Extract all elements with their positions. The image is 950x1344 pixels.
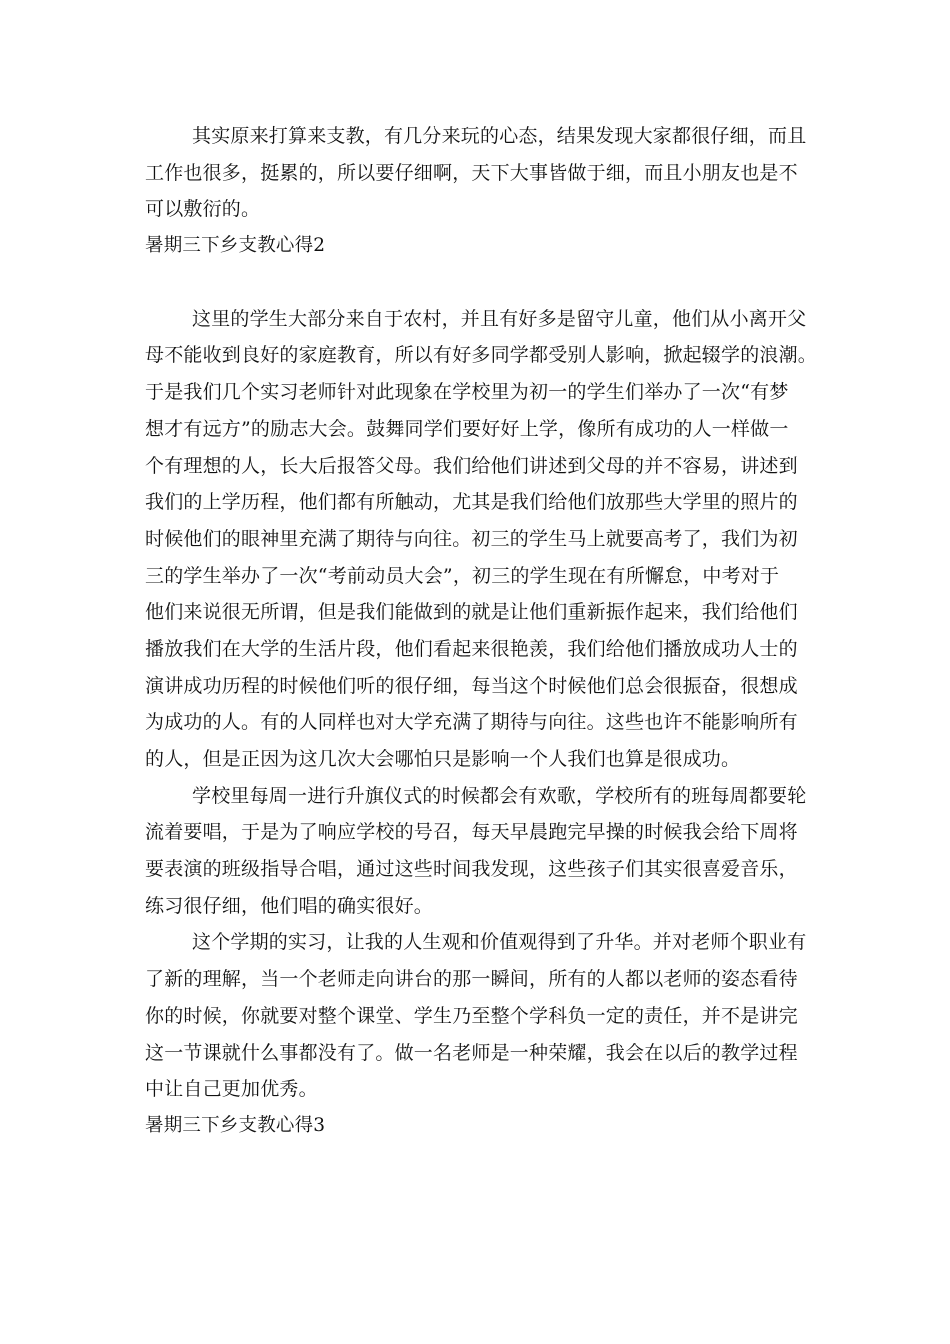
text-line: 的人，但是正因为这几次大会哪怕只是影响一个人我们也算是很成功。 xyxy=(145,748,741,770)
text-line: 练习很仔细，他们唱的确实很好。 xyxy=(145,894,434,917)
text-line: 个有理想的人，长大后报答父母。我们给他们讲述到父母的并不容易，讲述到 xyxy=(145,454,798,477)
text-line: 这里的学生大部分来自于农村，并且有好多是留守儿童，他们从小离开父 xyxy=(192,307,807,330)
spacer xyxy=(145,265,805,301)
text-line: 想才有远方”的励志大会。鼓舞同学们要好好上学，像所有成功的人一样做一 xyxy=(145,417,789,440)
section-heading-2: 暑期三下乡支教心得2 xyxy=(145,235,326,257)
text-line: 其实原来打算来支教，有几分来玩的心态，结果发现大家都很仔细，而且 xyxy=(192,125,807,147)
text-line: 于是我们几个实习老师针对此现象在学校里为初一的学生们举办了一次“有梦 xyxy=(145,381,789,404)
text-line: 流着要唱，于是为了响应学校的号召，每天早晨跑完早操的时候我会给下周将 xyxy=(145,821,798,844)
text-line: 了新的理解，当一个老师走向讲台的那一瞬间，所有的人都以老师的姿态看待 xyxy=(145,968,798,991)
text-line: 你的时候，你就要对整个课堂、学生乃至整个学科负一定的责任，并不是讲完 xyxy=(145,1004,798,1027)
text-line: 这一节课就什么事都没有了。做一名老师是一种荣耀，我会在以后的教学过程 xyxy=(145,1041,798,1064)
text-line: 为成功的人。有的人同样也对大学充满了期待与向往。这些也许不能影响所有 xyxy=(145,711,798,734)
text-line: 时候他们的眼神里充满了期待与向往。初三的学生马上就要高考了，我们为初 xyxy=(145,527,798,550)
paragraph-3 xyxy=(145,778,805,925)
text-line: 工作也很多，挺累的，所以要仔细啊，天下大事皆做于细，而且小朋友也是不 xyxy=(145,161,798,184)
text-line: 可以敷衍的。 xyxy=(145,198,261,221)
text-line: 学校里每周一进行升旗仪式的时候都会有欢歌，学校所有的班每周都要轮 xyxy=(192,784,807,807)
text-line: 播放我们在大学的生活片段，他们看起来很艳羡，我们给他们播放成功人士的 xyxy=(145,637,798,660)
text-line: 中让自己更加优秀。 xyxy=(145,1078,318,1101)
paragraph-2 xyxy=(145,301,818,778)
text-line: 三的学生举办了一次“考前动员大会”，初三的学生现在有所懈怠，中考对于 xyxy=(145,564,780,587)
text-line: 他们来说很无所谓，但是我们能做到的就是让他们重新振作起来，我们给他们 xyxy=(145,601,798,624)
text-line: 母不能收到良好的家庭教育，所以有好多同学都受别人影响，掀起辍学的浪潮。 xyxy=(145,344,818,367)
document-body xyxy=(145,118,818,1145)
text-line: 要表演的班级指导合唱，通过这些时间我发现，这些孩子们其实很喜爱音乐， xyxy=(145,858,798,881)
paragraph-section1-tail xyxy=(145,118,805,228)
paragraph-4 xyxy=(145,924,805,1107)
text-line: 这个学期的实习，让我的人生观和价值观得到了升华。并对老师个职业有 xyxy=(192,931,807,954)
text-line: 我们的上学历程，他们都有所触动，尤其是我们给他们放那些大学里的照片的 xyxy=(145,491,798,514)
text-line: 演讲成功历程的时候他们听的很仔细，每当这个时候他们总会很振奋，很想成 xyxy=(145,674,798,697)
section-heading-3: 暑期三下乡支教心得3 xyxy=(145,1114,326,1136)
